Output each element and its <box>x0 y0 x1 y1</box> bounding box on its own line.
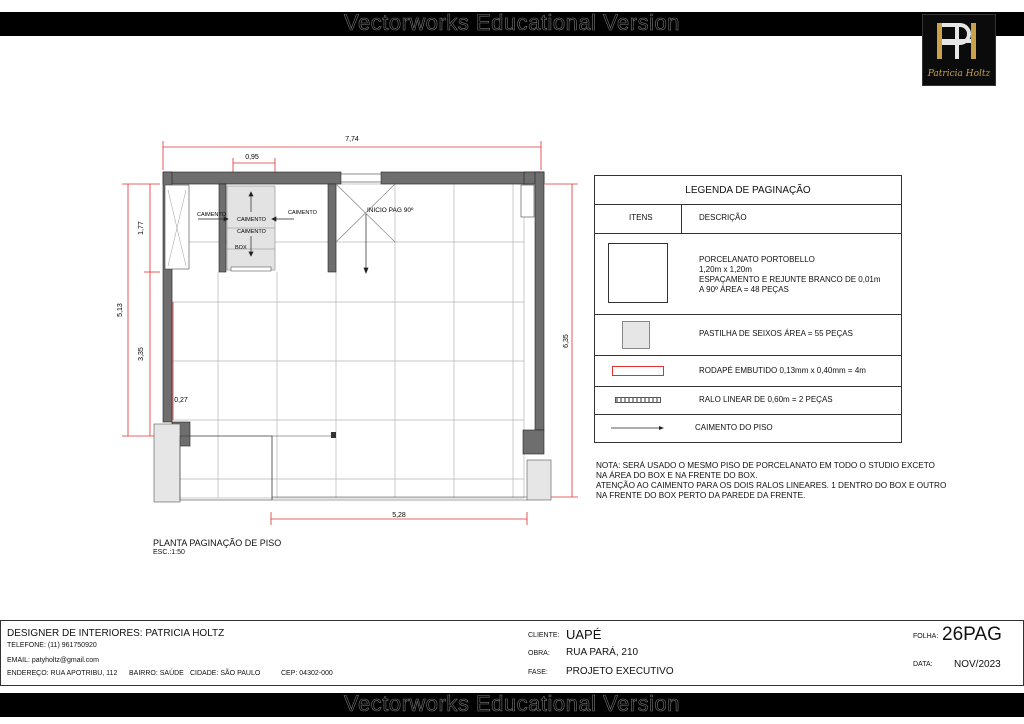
designer-address: ENDEREÇO: RUA APOTRIBU, 112 <box>7 670 118 677</box>
linear-drain-icon <box>615 397 661 403</box>
designer-cep: CEP: 04302-000 <box>281 670 333 677</box>
cliente-value: UAPÉ <box>566 627 602 642</box>
label-caimento-box2: CAIMENTO <box>237 229 266 235</box>
dim-left-total: 5,13 <box>117 303 124 317</box>
designer-email: EMAIL: patyholtz@gmail.com <box>7 657 99 664</box>
plan-scale: ESC.:1:50 <box>153 549 185 556</box>
legend-col-desc: DESCRIÇÃO <box>699 213 747 222</box>
designer-bairro: BAIRRO: SAÚDE <box>129 670 184 677</box>
slope-arrow-icon <box>609 423 665 433</box>
dim-small-gap: 0,27 <box>174 397 188 404</box>
dim-left-lower: 3,35 <box>138 347 145 361</box>
title-block <box>0 620 1024 686</box>
dim-overall-width: 7,74 <box>345 136 359 143</box>
porcelain-tile-icon <box>608 243 668 303</box>
folha-value: 26PAG <box>942 624 1002 645</box>
linear-drain-box <box>231 267 271 271</box>
plan-title: PLANTA PAGINAÇÃO DE PISO <box>153 538 282 548</box>
svg-text:Patricia Holtz: Patricia Holtz <box>927 69 991 79</box>
legend-row-drain: RALO LINEAR DE 0,60m = 2 PEÇAS <box>699 395 833 404</box>
legend-row-slope: CAIMENTO DO PISO <box>695 423 773 432</box>
designer-name: DESIGNER DE INTERIORES: PATRICIA HOLTZ <box>7 628 225 639</box>
legend-row-pebble: PASTILHA DE SEIXOS ÁREA = 55 PEÇAS <box>699 329 853 338</box>
folha-label: FOLHA: <box>913 633 939 640</box>
legend-row-skirting: RODAPÉ EMBUTIDO 0,13mm x 0,40mm = 4m <box>699 366 866 375</box>
legend-col-items: ITENS <box>629 213 653 222</box>
data-label: DATA: <box>913 661 933 668</box>
designer-phone: TELEFONE: (11) 961750920 <box>7 642 97 649</box>
label-caimento-box1: CAIMENTO <box>237 217 266 223</box>
watermark-text-top: Vectorworks Educational Version <box>344 12 680 35</box>
data-value: NOV/2023 <box>954 659 1001 670</box>
designer-cidade: CIDADE: SÃO PAULO <box>190 670 261 677</box>
dim-left-upper: 1,77 <box>138 221 145 235</box>
obra-label: OBRA: <box>528 650 550 657</box>
notes: NOTA: SERÁ USADO O MESMO PISO DE PORCELANATO EM TODO O STUDIO EXCETO NA ÁREA DO BOX E NA FRENTE DO BOX. ATENÇÃO AO CAIMENTO PARA OS DOIS RALOS LINEARES. 1 DENTRO DO BOX E OUTRO NA FRENTE DO BOX PERTO DA PAREDE DA FRENTE. <box>596 461 947 500</box>
label-caimento-left: CAIMENTO <box>197 212 226 218</box>
legend-table <box>594 175 902 443</box>
dim-bottom-width: 5,28 <box>392 512 406 519</box>
label-caimento-right: CAIMENTO <box>288 210 317 216</box>
fase-label: FASE: <box>528 669 548 676</box>
dim-box-width: 0,95 <box>245 154 259 161</box>
pebble-tile-icon <box>622 321 650 349</box>
fase-value: PROJETO EXECUTIVO <box>566 666 674 677</box>
dim-right-total: 6,35 <box>563 334 570 348</box>
skirting-icon <box>612 366 664 376</box>
label-inicio-pag: INICIO PAG 90º <box>367 207 414 214</box>
label-box: BOX <box>235 245 247 251</box>
legend-row-porcelain: PORCELANATO PORTOBELLO 1,20m x 1,20m ESPAÇAMENTO E REJUNTE BRANCO DE 0,01m A 90º ÁREA = 48 PEÇAS <box>699 255 881 294</box>
obra-value: RUA PARÁ, 210 <box>566 647 639 658</box>
watermark-bar-bottom <box>0 693 1024 717</box>
legend-title: LEGENDA DE PAGINAÇÃO <box>685 185 811 196</box>
watermark-text-bottom: Vectorworks Educational Version <box>344 693 680 716</box>
cliente-label: CLIENTE: <box>528 632 560 639</box>
